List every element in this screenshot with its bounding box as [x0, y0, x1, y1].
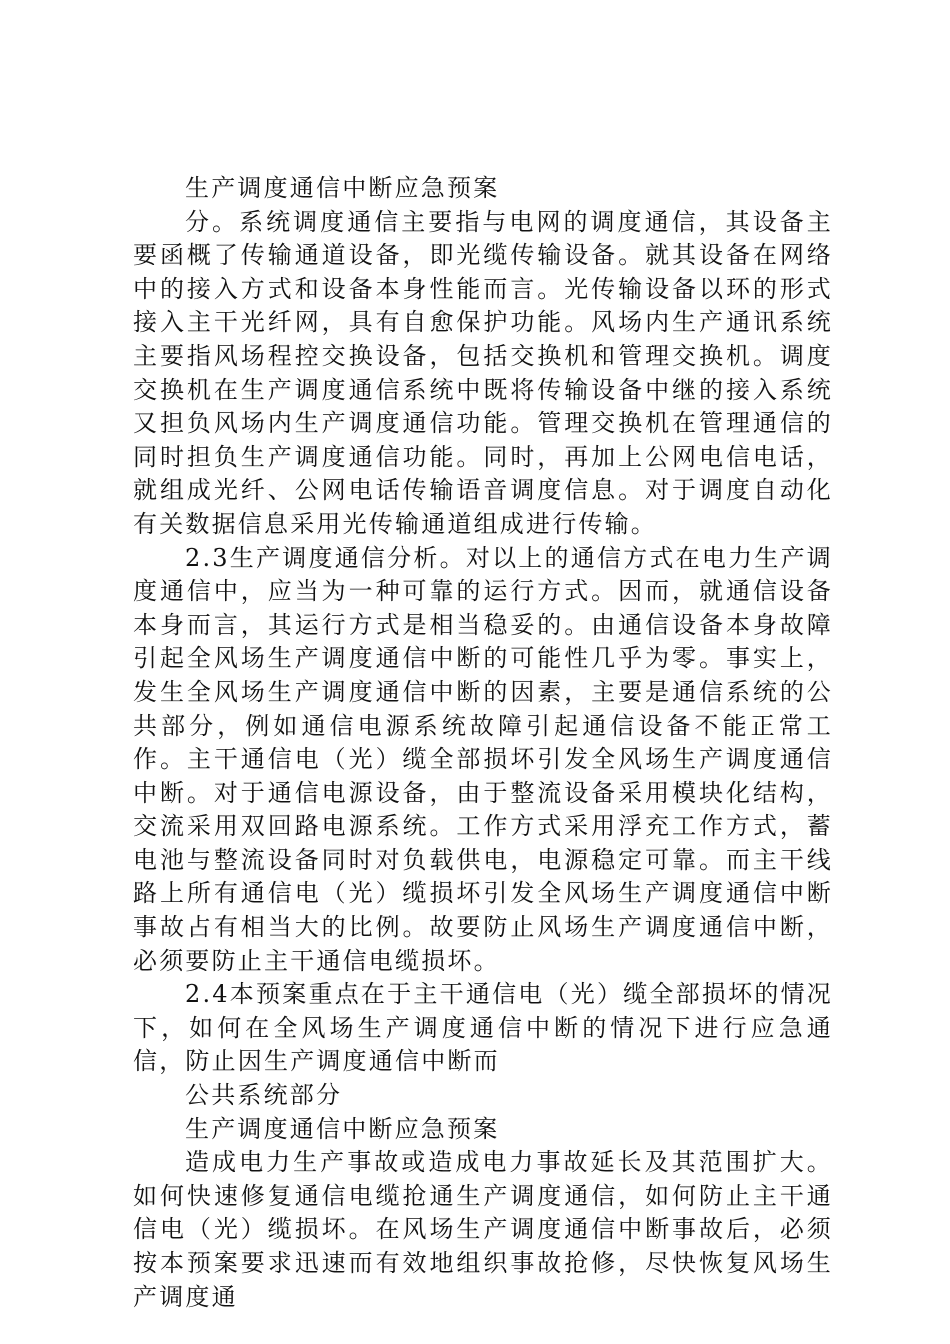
section-paragraph-2-3: 2.3生产调度通信分析。对以上的通信方式在电力生产调度通信中，应当为一种可靠的运行方式。因而，就通信设备本身而言，其运行方式是相当稳妥的。由通信设备本身故障引起全风场生产调度通信中断的可能性几乎为零。事实上，发生全风场生产调度通信中断的因素，主要是通信系统的公共部分，例如通信电源系统故障引起通信设备不能正常工作。主干通信电（光）缆全部损坏引发全风场生产调度通信中断。对于通信电源设备，由于整流设备采用模块化结构，交流采用双回路电源系统。工作方式采用浮充工作方式，蓄电池与整流设备同时对负载供电，电源稳定可靠。而主干线路上所有通信电（光）缆损坏引发全风场生产调度通信中断事故占有相当大的比例。故要防止风场生产调度通信中断，必须要防止主干通信电缆损坏。 — [133, 543, 833, 975]
running-footer: 公共系统部分 — [185, 1081, 343, 1110]
section-paragraph-2-4: 2.4本预案重点在于主干通信电（光）缆全部损坏的情况下，如何在全风场生产调度通信中断的情况下进行应急通信，防止因生产调度通信中断而 — [133, 980, 833, 1076]
running-header-repeat: 生产调度通信中断应急预案 — [185, 1114, 500, 1143]
body-paragraph-continued: 造成电力生产事故或造成电力事故延长及其范围扩大。如何快速修复通信电缆抢通生产调度通信，如何防止主干通信电（光）缆损坏。在风场生产调度通信中断事故后，必须按本预案要求迅速而有效地组织事故抢修，尽快恢复风场生产调度通 — [133, 1148, 833, 1311]
running-header: 生产调度通信中断应急预案 — [185, 174, 500, 202]
body-paragraph: 分。系统调度通信主要指与电网的调度通信，其设备主要函概了传输通道设备，即光缆传输设备。就其设备在网络中的接入方式和设备本身性能而言。光传输设备以环的形式接入主干光纤网，具有自愈保护功能。风场内生产通讯系统主要指风场程控交换设备，包括交换机和管理交换机。调度交换机在生产调度通信系统中既将传输设备中继的接入系统又担负风场内生产调度通信功能。管理交换机在管理通信的同时担负生产调度通信功能。同时，再加上公网电信电话，就组成光纤、公网电话传输语音调度信息。对于调度自动化有关数据信息采用光传输通道组成进行传输。 — [133, 207, 833, 538]
document-body — [133, 172, 833, 1314]
